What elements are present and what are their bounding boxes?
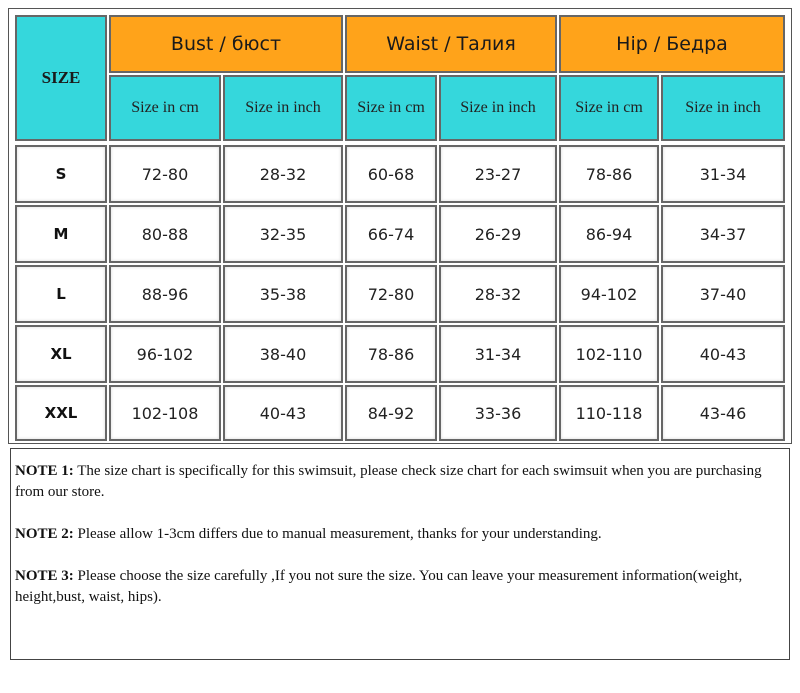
table-cell: 43-46: [661, 385, 785, 441]
table-cell: 110-118: [559, 385, 659, 441]
bust-group-header: Bust / бюст: [109, 15, 343, 73]
table-cell: 38-40: [223, 325, 343, 383]
note-text: Please choose the size carefully ,If you not sure the size. You can leave your measurement information(weight, height,bust, waist, hips).: [15, 568, 743, 605]
table-cell: 40-43: [223, 385, 343, 441]
size-label-m: M: [15, 205, 107, 263]
table-cell: 88-96: [109, 265, 221, 323]
table-cell: 35-38: [223, 265, 343, 323]
table-cell: 72-80: [345, 265, 437, 323]
size-label-xxl: XXL: [15, 385, 107, 441]
table-cell: 34-37: [661, 205, 785, 263]
table-cell: 84-92: [345, 385, 437, 441]
table-cell: 33-36: [439, 385, 557, 441]
table-cell: 78-86: [559, 145, 659, 203]
table-cell: 31-34: [661, 145, 785, 203]
note-1: [15, 461, 785, 503]
table-cell: 66-74: [345, 205, 437, 263]
note-3: [15, 566, 785, 608]
table-cell: 31-34: [439, 325, 557, 383]
table-cell: 72-80: [109, 145, 221, 203]
waist-cm-header: Size in cm: [345, 75, 437, 141]
table-cell: 32-35: [223, 205, 343, 263]
table-cell: 37-40: [661, 265, 785, 323]
size-label-xl: XL: [15, 325, 107, 383]
size-label-s: S: [15, 145, 107, 203]
waist-inch-header: Size in inch: [439, 75, 557, 141]
table-cell: 40-43: [661, 325, 785, 383]
table-cell: 26-29: [439, 205, 557, 263]
table-cell: 94-102: [559, 265, 659, 323]
table-cell: 96-102: [109, 325, 221, 383]
hip-cm-header: Size in cm: [559, 75, 659, 141]
note-label: NOTE 2:: [15, 526, 74, 542]
table-cell: 102-110: [559, 325, 659, 383]
bust-cm-header: Size in cm: [109, 75, 221, 141]
size-label-l: L: [15, 265, 107, 323]
size-chart-table: [8, 8, 792, 444]
note-text: The size chart is specifically for this swimsuit, please check size chart for each swimsuit when you are purchasing from our store.: [15, 463, 762, 500]
bust-inch-header: Size in inch: [223, 75, 343, 141]
note-label: NOTE 3:: [15, 568, 74, 584]
note-label: NOTE 1:: [15, 463, 74, 479]
waist-group-header: Waist / Талия: [345, 15, 557, 73]
size-column-header: SIZE: [15, 15, 107, 141]
table-cell: 78-86: [345, 325, 437, 383]
table-cell: 28-32: [223, 145, 343, 203]
table-cell: 60-68: [345, 145, 437, 203]
hip-inch-header: Size in inch: [661, 75, 785, 141]
notes-box: [10, 448, 790, 660]
hip-group-header: Hip / Бедра: [559, 15, 785, 73]
table-cell: 28-32: [439, 265, 557, 323]
note-text: Please allow 1-3cm differs due to manual measurement, thanks for your understanding.: [73, 526, 602, 542]
table-cell: 23-27: [439, 145, 557, 203]
table-cell: 102-108: [109, 385, 221, 441]
note-2: [15, 524, 785, 545]
table-cell: 86-94: [559, 205, 659, 263]
table-cell: 80-88: [109, 205, 221, 263]
